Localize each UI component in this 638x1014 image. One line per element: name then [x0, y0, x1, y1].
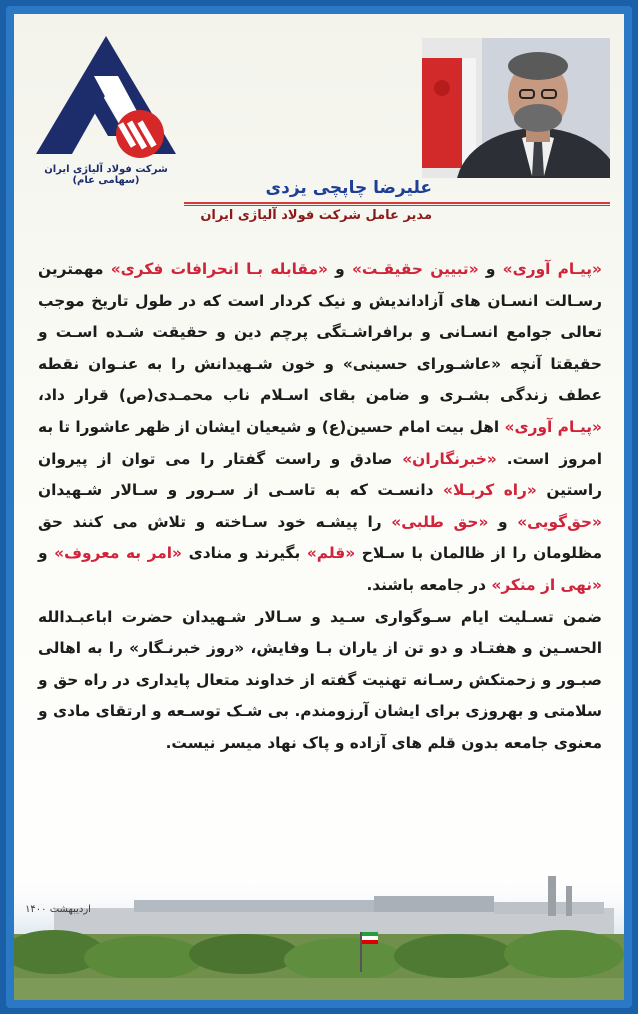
highlight-phrase: «حق طلبی» — [391, 512, 489, 531]
scene-date: اردیبهشت ۱۴۰۰ — [25, 904, 91, 915]
person-name: علیرضا چاپچی یزدی — [265, 178, 432, 198]
portrait-photo — [422, 38, 610, 178]
highlight-phrase: «تبیین حقیقـت» — [351, 260, 479, 278]
highlight-phrase: «قلم» — [306, 544, 356, 563]
message-paragraph-2: ضمن تسـلیت ایام سـوگواری سـید و سـالار شـهیدان حضرت اباعبـدالله الحسـین و هفتـاد و دو تن از یاران بـا وفایش، «روز خبرنـگار» را به اهالی صبـور و زحمتکش رسـانه تهنیت گفته از خداوند متعال پایداری در راه حق و سلامتی و بهروزی برای ایشان آرزومندم. بی شـک توسـعه و ارتقای مادی و معنوی جامعه بدون قلم های آزاده و پاک نهاد میسر نیست. — [38, 607, 602, 752]
name-divider-blue — [184, 205, 610, 206]
message-text-run: و — [38, 544, 55, 563]
highlight-phrase: «پیـام آوری» — [502, 260, 602, 278]
highlight-phrase: «خبرنگاران» — [402, 449, 497, 468]
highlight-phrase: «پیـام آوری» — [504, 417, 602, 436]
highlight-phrase: «امر به معروف» — [54, 544, 182, 563]
person-title: مدیر عامل شرکت فولاد آلیاژی ایران — [200, 208, 432, 223]
message-text-run: دانسـت که به تاسـی از سـرور و سـالار شـهیدان — [38, 481, 444, 500]
message-text-run: مهمترین رسـالت انسـان های آزاداندیش و نیک کردار است که در طول تاریخ موجب تعالی جوامع انسـانی و برافراشـتگی پرچم دین و حقیقت شـده اسـت و حقیقتا آنچه «عاشـورای حسینی» و خون شـهیدانش را به عنـوان نقطه عطف زندگی بشـری و ضامن بقای اسـلام ناب محمـدی(ص) قرار داد، — [38, 260, 602, 405]
name-divider-red — [184, 202, 610, 204]
message-text-run: و — [478, 260, 503, 278]
message-text-run: و — [488, 512, 518, 531]
message-body — [38, 254, 602, 760]
message-text-run: را پیشـه خود سـاخته و تلاش می کنند حق مظلومان را از ظالمان با سـلاح — [38, 512, 602, 563]
factory-scene-image — [14, 872, 624, 1000]
highlight-phrase: «نهی از منکر» — [491, 575, 602, 594]
message-paragraph-1 — [38, 254, 602, 602]
highlight-phrase: «مقابله بـا انحرافات فکری» — [110, 260, 328, 278]
message-card — [14, 14, 624, 1000]
message-text-run: اهل بیت امام حسین(ع) و شیعیان ایشان از ظهر عاشورا تا به امروز است. — [38, 417, 602, 468]
message-text-run: بگیرند و منادی — [182, 544, 307, 563]
outer-frame — [6, 6, 632, 1008]
highlight-phrase: «راه کربـلا» — [443, 481, 537, 500]
highlight-phrase: «حق‌گویی» — [517, 512, 603, 531]
message-text-run: و — [327, 260, 352, 278]
company-caption: شرکت فولاد آلیاژی ایران (سهامی عام) — [44, 164, 168, 186]
message-text-run: در جامعه باشند. — [366, 575, 492, 594]
message-text-run: صادق و راست گفتار را می توان از پیروان راستین — [38, 449, 603, 500]
